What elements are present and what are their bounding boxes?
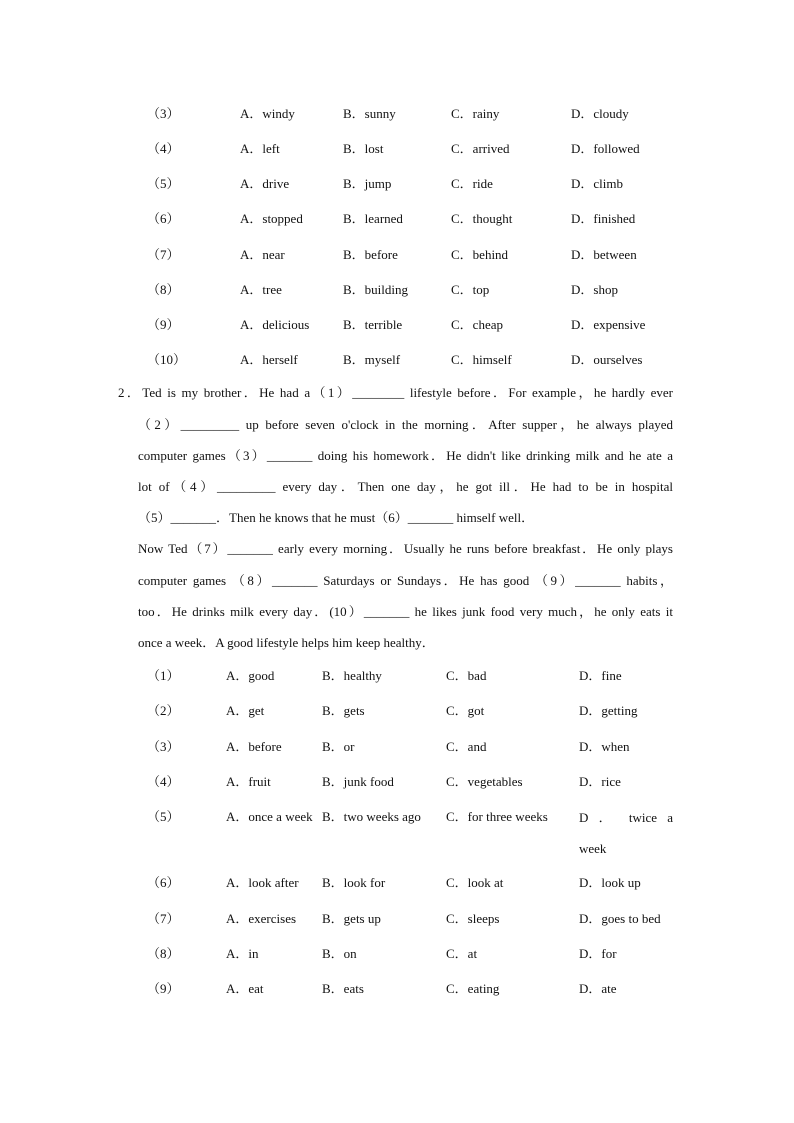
option-b: B．terrible [343,317,403,332]
option-c: C．got [446,703,485,718]
option-b: B．healthy [322,668,382,683]
option-b: B．look for [322,875,386,890]
question-number: （5） [147,809,180,824]
option-c: C．behind [451,247,509,262]
question-number: （1） [147,668,180,683]
question-number: （6） [147,211,180,226]
option-c: C．cheap [451,317,503,332]
passage-line: lot of（4）_________ every day．Then one day，he got ill．He had to be in hospital [138,479,673,494]
option-b: B．junk food [322,774,394,789]
option-a: A．before [226,739,282,754]
question-number: （10） [147,352,187,367]
option-d: D．ourselves [571,352,643,367]
option-c: C．vegetables [446,774,523,789]
question-row [0,737,794,757]
question-number: （7） [147,911,180,926]
option-c: C．ride [451,176,493,191]
option-d: D．look up [579,875,641,890]
option-d: D．ate [579,981,617,996]
question-row [0,209,794,229]
option-c: C．rainy [451,106,500,121]
option-a: A．good [226,668,275,683]
question-number: （3） [147,106,180,121]
question-row [0,873,794,893]
question-row [0,315,794,335]
passage-line: computer games （8）_______ Saturdays or Sundays．He has good （9）_______ habits， [138,573,673,588]
question-row [0,104,794,124]
option-d: D．expensive [571,317,646,332]
option-a: A．look after [226,875,299,890]
question-row [0,139,794,159]
option-b: B．building [343,282,409,297]
question-number: （7） [147,247,180,262]
option-a: A．windy [240,106,295,121]
option-a: A．eat [226,981,264,996]
passage-line: once a week．A good lifestyle helps him keep healthy． [138,635,435,650]
option-d: D．fine [579,668,622,683]
option-b: B．or [322,739,355,754]
option-d: D．between [571,247,637,262]
option-d: D．rice [579,774,621,789]
option-a: A．herself [240,352,298,367]
option-c: C．and [446,739,487,754]
question-row [0,280,794,300]
question-row [0,807,794,859]
option-b: B．on [322,946,357,961]
question-row [0,979,794,999]
option-c: C．for three weeks [446,809,548,824]
option-a: A．left [240,141,280,156]
option-b: B．myself [343,352,401,367]
option-b: B．eats [322,981,364,996]
question-number: （9） [147,981,180,996]
question-number: （6） [147,875,180,890]
question-number: （8） [147,282,180,297]
option-d: D．getting [579,703,638,718]
question-row [0,944,794,964]
option-c: C．bad [446,668,487,683]
question-row [0,772,794,792]
passage-line: computer games（3）_______ doing his homework．He didn't like drinking milk and he ate a [138,448,673,463]
option-a: A．get [226,703,265,718]
option-a: A．fruit [226,774,271,789]
question-row [0,245,794,265]
question-number: （5） [147,176,180,191]
option-b: B．two weeks ago [322,809,421,824]
option-b: B．learned [343,211,403,226]
option-b: B．before [343,247,398,262]
option-d: D．finished [571,211,636,226]
option-c: C．top [451,282,490,297]
option-d: D．cloudy [571,106,629,121]
passage-line: too．He drinks milk every day．(10）_______ he likes junk food very much，he only eats it [138,604,673,619]
question-row [0,909,794,929]
option-d: D．shop [571,282,618,297]
option-d: D．climb [571,176,623,191]
option-c: C．arrived [451,141,510,156]
passage-line: （2）_________ up before seven o'clock in the morning．After supper，he always played [138,417,673,432]
option-c: C．sleeps [446,911,500,926]
option-a: A．drive [240,176,290,191]
option-c: C．eating [446,981,500,996]
option-b: B．gets up [322,911,381,926]
passage-line: Now Ted（7）_______ early every morning．Usually he runs before breakfast．He only plays [138,541,673,556]
option-b: B．lost [343,141,384,156]
question-number: （4） [147,774,180,789]
option-a: A．in [226,946,259,961]
question-number: （2） [147,703,180,718]
option-c: C．himself [451,352,512,367]
option-d: D．followed [571,141,640,156]
question-row [0,350,794,370]
option-b: B．gets [322,703,365,718]
option-a: A．exercises [226,911,297,926]
option-a: A．stopped [240,211,303,226]
question-row [0,174,794,194]
question-number: （3） [147,739,180,754]
option-c: C．at [446,946,478,961]
option-a: A．once a week [226,809,313,824]
option-b: B．sunny [343,106,396,121]
question-number: （8） [147,946,180,961]
option-a: A．tree [240,282,282,297]
option-d: D．goes to bed [579,911,661,926]
passage-line: 2．Ted is my brother．He had a（1）________ lifestyle before．For example，he hardly ever [118,385,673,400]
option-a: A．near [240,247,285,262]
option-c: C．thought [451,211,513,226]
option-d: D．when [579,739,630,754]
passage-line: （5）_______．Then he knows that he must（6）_______ himself well． [138,510,535,525]
option-d: D．for [579,946,617,961]
option-b: B．jump [343,176,392,191]
option-a: A．delicious [240,317,310,332]
option-d: D ． twice a week [579,810,673,856]
question-number: （9） [147,317,180,332]
question-number: （4） [147,141,180,156]
question-row [0,701,794,721]
question-row [0,666,794,686]
option-c: C．look at [446,875,504,890]
